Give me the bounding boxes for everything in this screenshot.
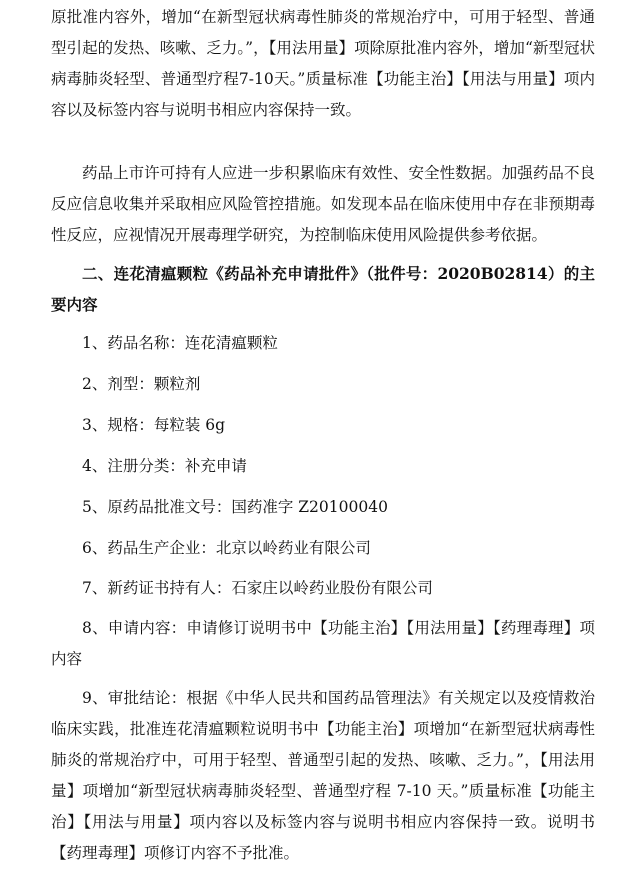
paragraph-approval-continuation: 原批准内容外，增加“在新型冠状病毒性肺炎的常规治疗中，可用于轻型、普通型引起的发热、咳嗽、乏力。”，【用法用量】项除原批准内容外，增加“新型冠状病毒肺炎轻型、普通型疗程7-10天。”质量标准【功能主治】【用法与用量】项内容以及标签内容与说明书相应内容保持一致。	[51, 8, 595, 119]
paragraph-holder-obligations: 药品上市许可持有人应进一步积累临床有效性、安全性数据。加强药品不良反应信息收集并采取相应风险管控措施。如发现本品在临床使用中存在非预期毒性反应，应视情况开展毒理学研究，为控制临床使用风险提供参考依据。	[51, 164, 595, 244]
item-dosage-form: 2、剂型：颗粒剂	[82, 375, 201, 393]
item-application-content: 8、申请内容：申请修订说明书中【功能主治】【用法用量】【药理毒理】项内容	[51, 619, 595, 668]
item-specification: 3、规格：每粒装 6g	[82, 416, 226, 434]
item-drug-name: 1、药品名称：连花清瘟颗粒	[82, 334, 278, 352]
item-approval-conclusion: 9、审批结论：根据《中华人民共和国药品管理法》有关规定以及疫情救治临床实践，批准连花清瘟颗粒说明书中【功能主治】项增加“在新型冠状病毒性肺炎的常规治疗中，可用于轻型、普通型引起的发热、咳嗽、乏力。”，【用法用量】项增加“新型冠状病毒肺炎轻型、普通型疗程 7-10 天。”质量标准【功能主治】【用法与用量】项内容以及标签内容与说明书相应内容保持一致。说明书【药理毒理】项修订内容不予批准。	[51, 689, 595, 862]
item-approval-number: 5、原药品批准文号：国药准字 Z20100040	[82, 498, 388, 516]
item-manufacturer: 6、药品生产企业：北京以岭药业有限公司	[82, 539, 371, 557]
section-heading-2: 二、连花清瘟颗粒《药品补充申请批件》（批件号：2020B02814）的主要内容	[51, 264, 595, 314]
item-registration-category: 4、注册分类：补充申请	[82, 457, 247, 475]
item-certificate-holder: 7、新药证书持有人：石家庄以岭药业股份有限公司	[82, 579, 433, 597]
